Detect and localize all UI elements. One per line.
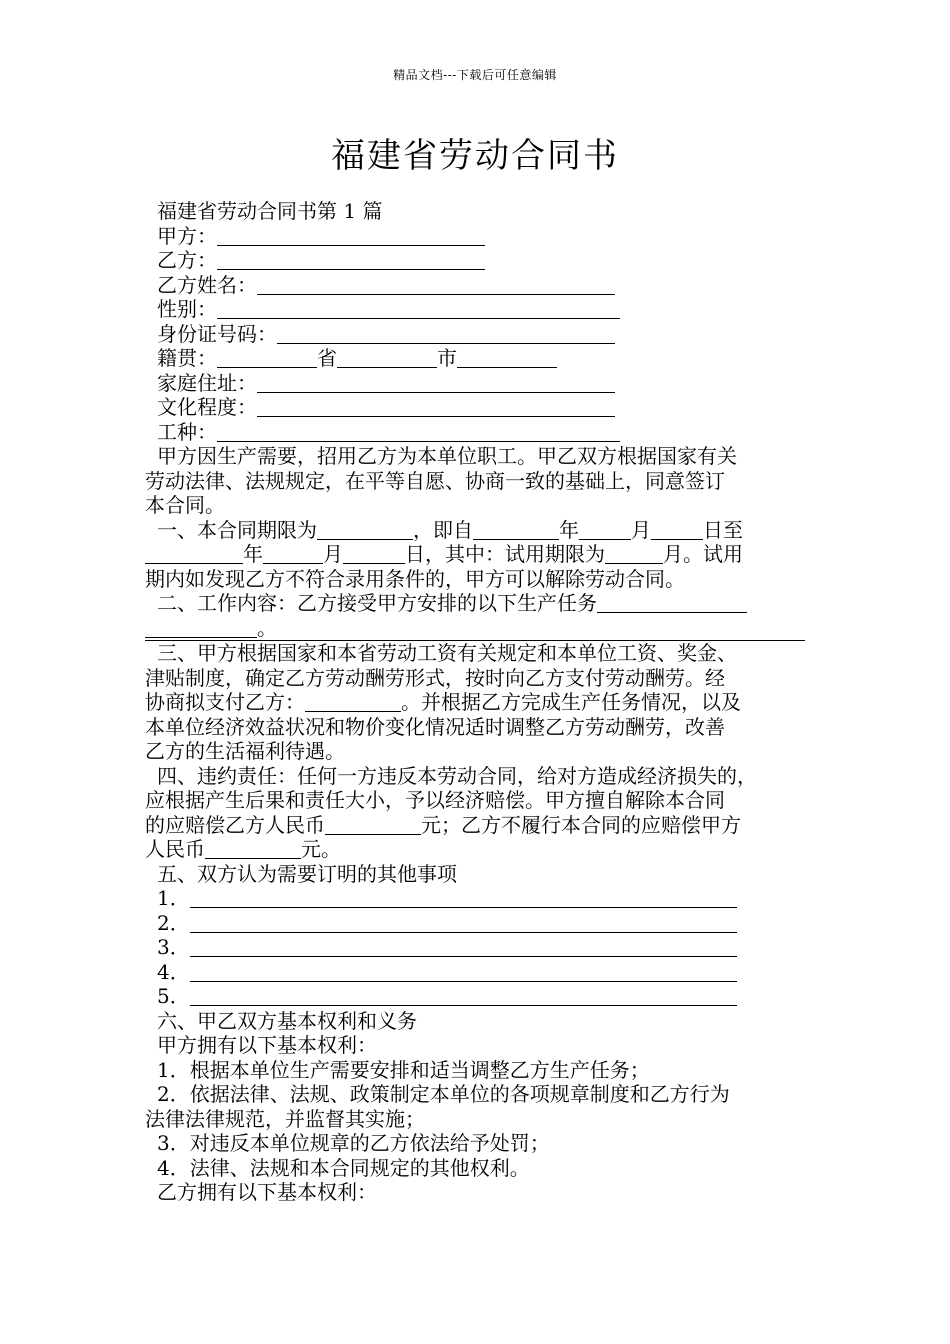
blank-line xyxy=(257,275,615,295)
blank-line xyxy=(217,348,317,368)
clause-1-line: 年 月 日，其中：试用期限为 月。试用 xyxy=(145,542,810,567)
numbered-blank: 3． xyxy=(145,935,810,960)
document-body xyxy=(145,199,810,1205)
blank-line xyxy=(337,348,437,368)
blank-line xyxy=(457,348,557,368)
blank-line xyxy=(317,520,413,540)
rights-item: 4．法律、法规和本合同规定的其他权利。 xyxy=(157,1155,530,1180)
section-heading: 福建省劳动合同书第 1 篇 xyxy=(157,199,383,223)
field-name: 乙方姓名： xyxy=(145,273,810,298)
blank-line xyxy=(473,520,559,540)
numbered-blank: 5． xyxy=(145,984,810,1009)
field-native-place: 籍贯： 省 市 xyxy=(145,346,810,371)
clause-3-line: 本单位经济效益状况和物价变化情况适时调整乙方劳动酬劳，改善 xyxy=(145,714,725,739)
field-gender: 性别： xyxy=(145,297,810,322)
field-address: 家庭住址： xyxy=(145,371,810,396)
blank-line xyxy=(579,520,631,540)
clause-3-line: 三、甲方根据国家和本省劳动工资有关规定和本单位工资、奖金、 xyxy=(145,640,805,666)
blank-line xyxy=(343,544,405,564)
numbered-blank: 1． xyxy=(145,886,810,911)
clause-5-heading: 五、双方认为需要订明的其他事项 xyxy=(157,861,457,886)
clause-4-line: 应根据产生后果和责任大小，予以经济赔偿。甲方擅自解除本合同 xyxy=(145,788,725,812)
blank-line xyxy=(217,422,620,442)
blank-line xyxy=(651,520,703,540)
clause-3-line: 津贴制度，确定乙方劳动酬劳形式，按时向乙方支付劳动酬劳。经 xyxy=(145,665,725,690)
clause-3-line: 乙方的生活福利待遇。 xyxy=(145,739,345,763)
blank-line xyxy=(597,593,747,613)
blank-line xyxy=(217,226,485,246)
blank-line xyxy=(145,618,257,638)
clause-2-line: 。 xyxy=(145,616,810,641)
clause-4-line: 的应赔偿乙方人民币 元；乙方不履行本合同的应赔偿甲方 xyxy=(145,812,741,837)
paragraph-line: 本合同。 xyxy=(145,493,225,517)
paragraph-line: 甲方因生产需要，招用乙方为本单位职工。甲乙双方根据国家有关 xyxy=(157,444,737,468)
paragraph-line: 劳动法律、法规规定，在平等自愿、协商一致的基础上，同意签订 xyxy=(145,468,725,493)
blank-line xyxy=(190,962,737,982)
rights-heading-party-a: 甲方拥有以下基本权利： xyxy=(157,1033,377,1057)
rights-heading-party-b: 乙方拥有以下基本权利： xyxy=(157,1180,377,1204)
blank-line xyxy=(257,397,615,417)
field-id-number: 身份证号码： xyxy=(145,322,810,347)
blank-line xyxy=(305,692,401,712)
numbered-blank: 2． xyxy=(145,911,810,936)
blank-line xyxy=(217,299,620,319)
blank-line xyxy=(190,888,737,908)
rights-item: 1．根据本单位生产需要安排和适当调整乙方生产任务； xyxy=(157,1057,650,1082)
clause-6-heading: 六、甲乙双方基本权利和义务 xyxy=(157,1008,417,1033)
blank-line xyxy=(190,986,737,1006)
blank-line xyxy=(190,913,737,933)
blank-line xyxy=(263,544,323,564)
clause-4-line: 人民币 元。 xyxy=(145,837,341,861)
field-party-a: 甲方： xyxy=(145,224,810,249)
rights-item: 3．对违反本单位规章的乙方依法给予处罚； xyxy=(157,1131,550,1155)
rights-item: 2．依据法律、法规、政策制定本单位的各项规章制度和乙方行为 xyxy=(157,1082,730,1106)
blank-line xyxy=(257,373,615,393)
blank-line xyxy=(277,324,615,344)
field-education: 文化程度： xyxy=(145,395,810,420)
clause-3-line: 协商拟支付乙方： 。并根据乙方完成生产任务情况，以及 xyxy=(145,690,741,714)
clause-1-line: 一、本合同期限为 ，即自 年 月 日至 xyxy=(157,517,743,542)
field-job-type: 工种： xyxy=(145,420,810,445)
rights-item: 法律法律规范，并监督其实施； xyxy=(145,1106,425,1131)
clause-2-line: 二、工作内容：乙方接受甲方安排的以下生产任务 xyxy=(145,591,810,616)
blank-line xyxy=(145,544,243,564)
blank-line xyxy=(325,815,421,835)
document-title: 福建省劳动合同书 xyxy=(331,136,619,176)
clause-4-line: 四、违约责任：任何一方违反本劳动合同，给对方造成经济损失的， xyxy=(157,763,757,788)
blank-line xyxy=(217,250,485,270)
blank-line xyxy=(605,544,663,564)
blank-line xyxy=(190,937,737,957)
field-party-b: 乙方： xyxy=(145,248,810,273)
clause-1-line: 期内如发现乙方不符合录用条件的，甲方可以解除劳动合同。 xyxy=(145,566,685,591)
header-note: 精品文档---下载后可任意编辑 xyxy=(393,68,557,82)
blank-line xyxy=(205,839,301,859)
numbered-blank: 4． xyxy=(145,960,810,985)
